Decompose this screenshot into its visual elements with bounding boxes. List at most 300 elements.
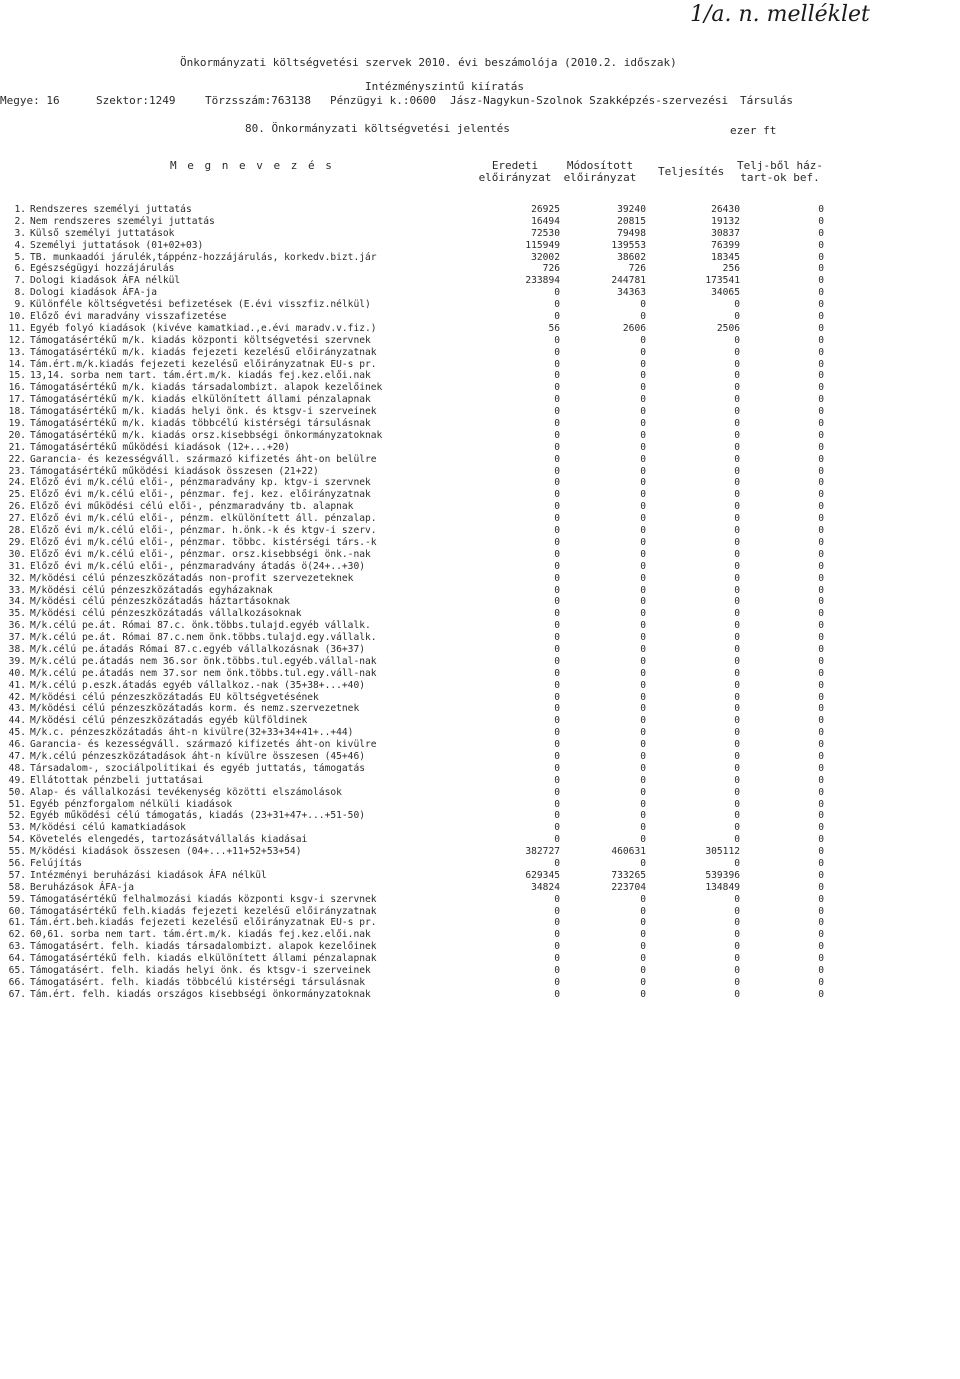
- table-row: [0, 596, 960, 608]
- cell-eredeti: 0: [554, 441, 560, 453]
- cell-eredeti: 0: [554, 620, 560, 632]
- cell-eredeti: 0: [554, 453, 560, 465]
- row-number: 58.: [8, 881, 26, 893]
- cell-teljesites: 0: [734, 536, 740, 548]
- row-number: 8.: [14, 287, 26, 299]
- cell-telj-haztart: 0: [818, 703, 824, 715]
- row-label: Előző évi maradvány visszafizetése: [30, 311, 227, 323]
- row-number: 28.: [8, 525, 26, 537]
- row-number: 37.: [8, 632, 26, 644]
- table-row: [0, 870, 960, 882]
- table-row: [0, 252, 960, 264]
- column-header-telj-haztart: [732, 160, 828, 184]
- cell-eredeti: 0: [554, 632, 560, 644]
- cell-modositott: 0: [640, 762, 646, 774]
- cell-teljesites: 0: [734, 774, 740, 786]
- cell-eredeti: 0: [554, 976, 560, 988]
- cell-eredeti: 0: [554, 418, 560, 430]
- cell-modositott: 0: [640, 667, 646, 679]
- cell-eredeti: 233894: [525, 275, 560, 287]
- cell-eredeti: 0: [554, 679, 560, 691]
- cell-eredeti: 56: [548, 322, 560, 334]
- row-label: M/ködési célú pénzeszközátadás egyházaknak: [30, 584, 273, 596]
- cell-telj-haztart: 0: [818, 608, 824, 620]
- row-number: 18.: [8, 406, 26, 418]
- table-row: [0, 965, 960, 977]
- cell-modositott: 0: [640, 501, 646, 513]
- table-row: [0, 335, 960, 347]
- table-row: [0, 513, 960, 525]
- row-label: Követelés elengedés, tartozásátvállalás kiadásai: [30, 834, 308, 846]
- cell-telj-haztart: 0: [818, 798, 824, 810]
- cell-modositott: 2606: [622, 322, 646, 334]
- row-number: 33.: [8, 584, 26, 596]
- cell-eredeti: 0: [554, 667, 560, 679]
- cell-eredeti: 0: [554, 406, 560, 418]
- row-label: Támogatásértékű működési kiadások összesen (21+22): [30, 465, 319, 477]
- cell-modositott: 0: [640, 358, 646, 370]
- cell-modositott: 0: [640, 905, 646, 917]
- cell-modositott: 0: [640, 810, 646, 822]
- cell-teljesites: 0: [734, 596, 740, 608]
- row-number: 52.: [8, 810, 26, 822]
- cell-teljesites: 134849: [705, 881, 740, 893]
- cell-modositott: 0: [640, 536, 646, 548]
- row-number: 53.: [8, 822, 26, 834]
- cell-modositott: 0: [640, 941, 646, 953]
- row-label: M/k.célú pe.át. Római 87.c.nem önk.többs.tulajd.egy.vállalk.: [30, 632, 377, 644]
- cell-teljesites: 0: [734, 857, 740, 869]
- row-label: Dologi kiadások ÁFA nélkül: [30, 275, 181, 287]
- row-label: M/ködési célú pénzeszközátadás non-profit szervezeteknek: [30, 572, 354, 584]
- table-row: [0, 763, 960, 775]
- cell-eredeti: 0: [554, 953, 560, 965]
- cell-telj-haztart: 0: [818, 334, 824, 346]
- cell-eredeti: 0: [554, 501, 560, 513]
- row-number: 38.: [8, 643, 26, 655]
- row-number: 34.: [8, 596, 26, 608]
- row-label: M/ködési célú kamatkiadások: [30, 822, 186, 834]
- table-row: [0, 359, 960, 371]
- cell-modositott: 0: [640, 560, 646, 572]
- row-label: Támogatásértékű m/k. kiadás többcélú kistérségi társulásnak: [30, 418, 371, 430]
- table-row: [0, 585, 960, 597]
- cell-telj-haztart: 0: [818, 287, 824, 299]
- column-header-eredeti-line1: Eredeti: [491, 159, 539, 172]
- cell-telj-haztart: 0: [818, 501, 824, 513]
- cell-telj-haztart: 0: [818, 311, 824, 323]
- cell-modositott: 0: [640, 525, 646, 537]
- table-row: [0, 846, 960, 858]
- row-number: 35.: [8, 608, 26, 620]
- cell-teljesites: 0: [734, 572, 740, 584]
- row-number: 54.: [8, 834, 26, 846]
- table-row: [0, 632, 960, 644]
- cell-teljesites: 0: [734, 441, 740, 453]
- cell-modositott: 0: [640, 750, 646, 762]
- row-label: Támogatásértékű m/k. kiadás elkülönített állami pénzalapnak: [30, 394, 371, 406]
- table-row: [0, 751, 960, 763]
- cell-teljesites: 0: [734, 394, 740, 406]
- table-row: [0, 834, 960, 846]
- cell-modositott: 244781: [611, 275, 646, 287]
- row-label: M/ködési célú pénzeszközátadás háztartásoknak: [30, 596, 290, 608]
- cell-eredeti: 0: [554, 334, 560, 346]
- cell-eredeti: 0: [554, 584, 560, 596]
- table-row: [0, 216, 960, 228]
- row-label: Támogatásértékű m/k. kiadás helyi önk. és ktsgv-i szerveinek: [30, 406, 377, 418]
- cell-teljesites: 0: [734, 608, 740, 620]
- cell-modositott: 0: [640, 477, 646, 489]
- column-header-telj-haztart-line2: tart-ok bef.: [740, 171, 820, 184]
- row-number: 22.: [8, 453, 26, 465]
- cell-teljesites: 0: [734, 786, 740, 798]
- table-row: [0, 228, 960, 240]
- cell-telj-haztart: 0: [818, 227, 824, 239]
- cell-teljesites: 0: [734, 465, 740, 477]
- table-row: [0, 799, 960, 811]
- cell-telj-haztart: 0: [818, 370, 824, 382]
- cell-modositott: 0: [640, 572, 646, 584]
- cell-teljesites: 0: [734, 406, 740, 418]
- row-label: Intézményi beruházási kiadások ÁFA nélkül: [30, 869, 267, 881]
- row-label: Tám.ért.beh.kiadás fejezeti kezelésű előirányzatnak EU-s pr.: [30, 917, 377, 929]
- table-row: [0, 240, 960, 252]
- cell-modositott: 0: [640, 976, 646, 988]
- row-number: 41.: [8, 679, 26, 691]
- cell-telj-haztart: 0: [818, 489, 824, 501]
- cell-eredeti: 0: [554, 739, 560, 751]
- cell-modositott: 0: [640, 441, 646, 453]
- row-number: 40.: [8, 667, 26, 679]
- cell-modositott: 0: [640, 822, 646, 834]
- cell-telj-haztart: 0: [818, 477, 824, 489]
- cell-eredeti: 0: [554, 560, 560, 572]
- cell-eredeti: 0: [554, 691, 560, 703]
- cell-teljesites: 0: [734, 358, 740, 370]
- cell-telj-haztart: 0: [818, 382, 824, 394]
- table-row: [0, 466, 960, 478]
- table-row: [0, 882, 960, 894]
- row-label: Egészségügyi hozzájárulás: [30, 263, 175, 275]
- cell-teljesites: 30837: [711, 227, 740, 239]
- cell-teljesites: 0: [734, 299, 740, 311]
- cell-telj-haztart: 0: [818, 441, 824, 453]
- cell-modositott: 223704: [611, 881, 646, 893]
- cell-telj-haztart: 0: [818, 239, 824, 251]
- cell-eredeti: 0: [554, 596, 560, 608]
- report-number: 80. Önkormányzati költségvetési jelentés: [245, 122, 510, 135]
- cell-teljesites: 34065: [711, 287, 740, 299]
- cell-modositott: 0: [640, 834, 646, 846]
- cell-modositott: 0: [640, 691, 646, 703]
- cell-eredeti: 0: [554, 965, 560, 976]
- row-label: Előző évi m/k.célú elői-, pénzmaradvány kp. ktgv-i szervnek: [30, 477, 371, 489]
- row-label: Előző évi m/k.célú elői-, pénzmar. fej. kez. előirányzatnak: [30, 489, 371, 501]
- cell-eredeti: 0: [554, 525, 560, 537]
- cell-telj-haztart: 0: [818, 453, 824, 465]
- cell-teljesites: 0: [734, 548, 740, 560]
- cell-modositott: 0: [640, 429, 646, 441]
- cell-modositott: 733265: [611, 869, 646, 881]
- report-subtitle: Intézményszintű kiíratás: [365, 80, 524, 93]
- cell-teljesites: 0: [734, 739, 740, 751]
- cell-telj-haztart: 0: [818, 953, 824, 965]
- cell-telj-haztart: 0: [818, 632, 824, 644]
- row-label: 60,61. sorba nem tart. tám.ért.m/k. kiadás fej.kez.elői.nak: [30, 929, 371, 941]
- column-header-modositott: [555, 160, 645, 184]
- cell-eredeti: 0: [554, 822, 560, 834]
- cell-modositott: 0: [640, 953, 646, 965]
- column-header-teljesites: Teljesítés: [658, 165, 725, 178]
- cell-teljesites: 0: [734, 679, 740, 691]
- cell-teljesites: 2506: [716, 322, 740, 334]
- cell-teljesites: 0: [734, 667, 740, 679]
- cell-teljesites: 0: [734, 477, 740, 489]
- cell-modositott: 39240: [617, 204, 646, 215]
- cell-modositott: 0: [640, 798, 646, 810]
- row-label: Előző évi m/k.célú elői-, pénzmaradvány átadás ö(24+..+30): [30, 560, 366, 572]
- cell-telj-haztart: 0: [818, 406, 824, 418]
- row-label: M/k.c. pénzeszközátadás áht-n kivülre(32+33+34+41+..+44): [30, 727, 354, 739]
- table-row: [0, 430, 960, 442]
- cell-telj-haztart: 0: [818, 251, 824, 263]
- cell-modositott: 0: [640, 394, 646, 406]
- cell-telj-haztart: 0: [818, 739, 824, 751]
- table-row: [0, 656, 960, 668]
- table-row: [0, 477, 960, 489]
- row-label: Támogatásértékű működési kiadások (12+...+20): [30, 441, 290, 453]
- cell-teljesites: 0: [734, 965, 740, 976]
- cell-teljesites: 0: [734, 703, 740, 715]
- cell-eredeti: 0: [554, 548, 560, 560]
- row-number: 59.: [8, 893, 26, 905]
- cell-modositott: 0: [640, 299, 646, 311]
- cell-teljesites: 0: [734, 620, 740, 632]
- cell-telj-haztart: 0: [818, 917, 824, 929]
- cell-modositott: 0: [640, 929, 646, 941]
- cell-teljesites: 0: [734, 953, 740, 965]
- row-number: 5.: [14, 251, 26, 263]
- row-number: 29.: [8, 536, 26, 548]
- row-number: 13.: [8, 346, 26, 358]
- cell-teljesites: 0: [734, 988, 740, 1000]
- row-label: M/k.célú pe.átadás Római 87.c.egyéb vállalkozásnak (36+37): [30, 643, 366, 655]
- row-number: 19.: [8, 418, 26, 430]
- cell-teljesites: 76399: [711, 239, 740, 251]
- cell-teljesites: 0: [734, 584, 740, 596]
- cell-eredeti: 0: [554, 834, 560, 846]
- table-row: [0, 287, 960, 299]
- column-header-eredeti-line2: előirányzat: [478, 171, 552, 184]
- cell-teljesites: 0: [734, 917, 740, 929]
- row-label: Támogatásértékű felh.kiadás fejezeti kezelésű előirányzatnak: [30, 905, 377, 917]
- cell-telj-haztart: 0: [818, 988, 824, 1000]
- row-label: M/k.célú p.eszk.átadás egyéb vállalkoz.-nak (35+38+...+40): [30, 679, 366, 691]
- handwritten-annex-note: 1/a. n. melléklet: [690, 2, 870, 27]
- cell-eredeti: 0: [554, 715, 560, 727]
- cell-eredeti: 0: [554, 311, 560, 323]
- cell-eredeti: 0: [554, 810, 560, 822]
- cell-modositott: 0: [640, 418, 646, 430]
- cell-eredeti: 0: [554, 429, 560, 441]
- cell-modositott: 20815: [617, 215, 646, 227]
- cell-eredeti: 629345: [525, 869, 560, 881]
- table-row: [0, 739, 960, 751]
- cell-eredeti: 34824: [531, 881, 560, 893]
- cell-eredeti: 0: [554, 655, 560, 667]
- table-row: [0, 549, 960, 561]
- table-row: [0, 929, 960, 941]
- cell-modositott: 726: [628, 263, 646, 275]
- row-number: 21.: [8, 441, 26, 453]
- cell-modositott: 0: [640, 643, 646, 655]
- row-number: 26.: [8, 501, 26, 513]
- cell-telj-haztart: 0: [818, 536, 824, 548]
- cell-modositott: 0: [640, 739, 646, 751]
- row-number: 55.: [8, 846, 26, 858]
- row-number: 11.: [8, 322, 26, 334]
- cell-modositott: 0: [640, 988, 646, 1000]
- cell-teljesites: 0: [734, 489, 740, 501]
- table-row: [0, 489, 960, 501]
- cell-telj-haztart: 0: [818, 727, 824, 739]
- cell-teljesites: 0: [734, 429, 740, 441]
- table-row: [0, 668, 960, 680]
- cell-modositott: 34363: [617, 287, 646, 299]
- cell-modositott: 0: [640, 548, 646, 560]
- row-number: 14.: [8, 358, 26, 370]
- cell-eredeti: 0: [554, 382, 560, 394]
- cell-teljesites: 18345: [711, 251, 740, 263]
- row-number: 25.: [8, 489, 26, 501]
- cell-modositott: 0: [640, 311, 646, 323]
- row-label: Garancia- és kezességváll. származó kifizetés áht-on kivülre: [30, 739, 377, 751]
- row-number: 10.: [8, 311, 26, 323]
- table-row: [0, 692, 960, 704]
- row-number: 23.: [8, 465, 26, 477]
- cell-telj-haztart: 0: [818, 667, 824, 679]
- row-label: M/k.célú pe.át. Római 87.c. önk.többs.tulajd.egyéb vállalk.: [30, 620, 371, 632]
- cell-telj-haztart: 0: [818, 263, 824, 275]
- cell-teljesites: 0: [734, 311, 740, 323]
- cell-teljesites: 0: [734, 929, 740, 941]
- table-row: [0, 370, 960, 382]
- table-row: [0, 323, 960, 335]
- cell-teljesites: 305112: [705, 846, 740, 858]
- row-number: 63.: [8, 941, 26, 953]
- cell-modositott: 0: [640, 965, 646, 976]
- row-number: 62.: [8, 929, 26, 941]
- table-row: [0, 953, 960, 965]
- cell-eredeti: 0: [554, 893, 560, 905]
- table-row: [0, 906, 960, 918]
- cell-modositott: 0: [640, 596, 646, 608]
- cell-eredeti: 0: [554, 643, 560, 655]
- cell-teljesites: 0: [734, 727, 740, 739]
- table-row: [0, 394, 960, 406]
- row-number: 20.: [8, 429, 26, 441]
- row-number: 30.: [8, 548, 26, 560]
- cell-telj-haztart: 0: [818, 358, 824, 370]
- table-row: [0, 703, 960, 715]
- table-row: [0, 311, 960, 323]
- table-row: [0, 858, 960, 870]
- cell-teljesites: 0: [734, 525, 740, 537]
- cell-telj-haztart: 0: [818, 905, 824, 917]
- row-label: TB. munkaadói járulék,táppénz-hozzájárulás, korkedv.bizt.jár: [30, 251, 377, 263]
- column-header-modositott-line2: előirányzat: [563, 171, 637, 184]
- row-label: M/ködési célú pénzeszközátadás korm. és nemz.szervezetnek: [30, 703, 360, 715]
- cell-teljesites: 19132: [711, 215, 740, 227]
- row-label: M/k.célú pe.átadás nem 37.sor nem önk.többs.tul.egy.váll-nak: [30, 667, 377, 679]
- report-title: Önkormányzati költségvetési szervek 2010. évi beszámolója (2010.2. időszak): [180, 56, 677, 69]
- row-number: 46.: [8, 739, 26, 751]
- cell-modositott: 0: [640, 406, 646, 418]
- cell-eredeti: 0: [554, 358, 560, 370]
- cell-eredeti: 0: [554, 513, 560, 525]
- cell-modositott: 0: [640, 727, 646, 739]
- cell-modositott: 0: [640, 608, 646, 620]
- column-header-telj-haztart-line1: Telj-ből ház-: [736, 159, 824, 172]
- row-number: 49.: [8, 774, 26, 786]
- cell-teljesites: 539396: [705, 869, 740, 881]
- row-number: 7.: [14, 275, 26, 287]
- cell-telj-haztart: 0: [818, 548, 824, 560]
- cell-teljesites: 0: [734, 453, 740, 465]
- cell-telj-haztart: 0: [818, 346, 824, 358]
- row-label: Támogatásértékű m/k. kiadás társadalombizt. alapok kezelőinek: [30, 382, 383, 394]
- cell-teljesites: 0: [734, 976, 740, 988]
- torzsszam: Törzsszám:763138: [205, 94, 311, 107]
- table-row: [0, 263, 960, 275]
- cell-teljesites: 0: [734, 632, 740, 644]
- table-row: [0, 573, 960, 585]
- cell-modositott: 0: [640, 893, 646, 905]
- table-row: [0, 442, 960, 454]
- row-number: 67.: [8, 988, 26, 1000]
- table-row: [0, 620, 960, 632]
- cell-telj-haztart: 0: [818, 822, 824, 834]
- row-label: Támogatásértékű m/k. kiadás központi költségvetési szervnek: [30, 334, 371, 346]
- row-number: 48.: [8, 762, 26, 774]
- row-number: 44.: [8, 715, 26, 727]
- row-number: 36.: [8, 620, 26, 632]
- cell-telj-haztart: 0: [818, 429, 824, 441]
- table-row: [0, 727, 960, 739]
- cell-eredeti: 0: [554, 727, 560, 739]
- cell-modositott: 0: [640, 489, 646, 501]
- cell-modositott: 0: [640, 679, 646, 691]
- cell-teljesites: 0: [734, 762, 740, 774]
- table-row: [0, 382, 960, 394]
- row-number: 17.: [8, 394, 26, 406]
- cell-teljesites: 0: [734, 691, 740, 703]
- cell-modositott: 0: [640, 632, 646, 644]
- cell-eredeti: 0: [554, 465, 560, 477]
- cell-eredeti: 0: [554, 750, 560, 762]
- row-label: Külső személyi juttatások: [30, 227, 175, 239]
- row-label: Tám.ért.m/k.kiadás fejezeti kezelésű előirányzatnak EU-s pr.: [30, 358, 377, 370]
- row-number: 9.: [14, 299, 26, 311]
- cell-eredeti: 0: [554, 572, 560, 584]
- table-row: [0, 406, 960, 418]
- row-number: 57.: [8, 869, 26, 881]
- szektor-code: Szektor:1249: [96, 94, 176, 107]
- cell-eredeti: 0: [554, 477, 560, 489]
- cell-teljesites: 0: [734, 834, 740, 846]
- institution-name: Jász-Nagykun-Szolnok Szakképzés-szervezési: [450, 94, 729, 107]
